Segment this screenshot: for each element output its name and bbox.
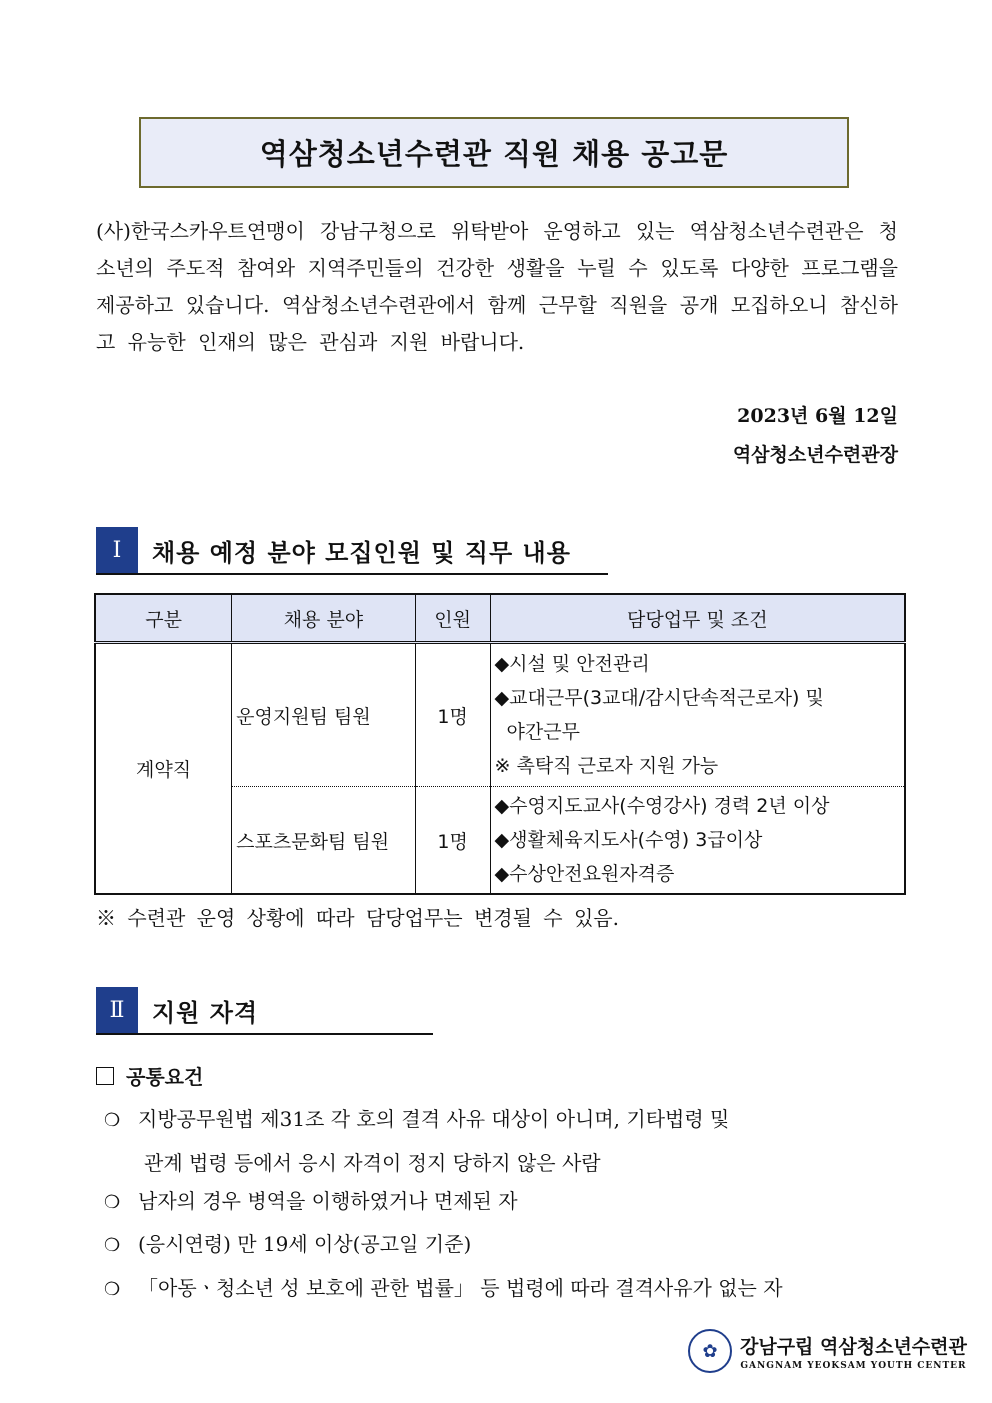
jobs-table (94, 593, 906, 895)
intro-paragraph: (사)한국스카우트연맹이 강남구청으로 위탁받아 운영하고 있는 역삼청소년수련관은 청소년의 주도적 참여와 지역주민들의 건강한 생활을 누릴 수 있도록 다양한 프로그램을 제공하고 있습니다. 역삼청소년수련관에서 함께 근무할 직원을 공개 모집하오니 참신하고 유능한 인재의 많은 관심과 지원 바랍니다. (96, 219, 898, 354)
page-title: 역삼청소년수련관 직원 채용 공고문 (259, 137, 729, 171)
requirement-item (104, 1223, 900, 1267)
requirement-text: 관계 법령 등에서 응시 자격이 정지 당하지 않은 사람 (144, 1151, 601, 1175)
section-2-number: Ⅱ (96, 987, 138, 1033)
duty-line: ◆수상안전요원자격증 (494, 863, 675, 885)
common-requirements-heading (96, 1061, 203, 1090)
duty-line: ◆교대근무(3교대/감시단속적근로자) 및 (494, 687, 824, 709)
duty-line: 야간근무 (506, 721, 580, 743)
requirement-text: 남자의 경우 병역을 이행하였거나 면제된 자 (138, 1189, 518, 1213)
section-1-header (96, 527, 608, 575)
notice-date: 2023년 6월 12일 (737, 405, 898, 427)
header-count: 인원 (415, 594, 490, 643)
category-cell: 계약직 (136, 759, 192, 781)
field-cell: 운영지원팀 팀원 (232, 643, 416, 787)
scout-emblem-icon: ✿ (688, 1329, 732, 1373)
count-cell: 1명 (415, 643, 490, 787)
duties-cell (490, 643, 905, 787)
logo-english-name: GANGNAM YEOKSAM YOUTH CENTER (740, 1360, 967, 1371)
header-category: 구분 (95, 594, 232, 643)
page-title-box (139, 117, 849, 188)
requirement-text: (응시연령) 만 19세 이상(공고일 기준) (138, 1232, 472, 1256)
section-2-header (96, 987, 433, 1035)
circle-bullet-icon: ❍ (104, 1192, 121, 1213)
duty-line: ◆생활체육지도사(수영) 3급이상 (494, 829, 763, 851)
section-2-title: 지원 자격 (152, 998, 259, 1027)
duty-line: ◆수영지도교사(수영강사) 경력 2년 이상 (494, 795, 830, 817)
requirement-text: 「아동ㆍ청소년 성 보호에 관한 법률」 등 법령에 따라 결격사유가 없는 자 (138, 1276, 783, 1300)
table-header-row (95, 594, 905, 643)
requirement-item (104, 1267, 900, 1311)
section-1-title: 채용 예정 분야 모집인원 및 직무 내용 (152, 538, 571, 567)
duty-line: ※ 촉탁직 근로자 지원 가능 (494, 755, 719, 777)
table-row (95, 643, 905, 787)
section-1-number: Ⅰ (96, 527, 138, 573)
circle-bullet-icon: ❍ (104, 1279, 121, 1300)
duties-cell (490, 787, 905, 895)
count-cell: 1명 (415, 787, 490, 895)
requirement-item (104, 1180, 900, 1224)
requirement-item (104, 1098, 900, 1184)
organization-logo (688, 1329, 967, 1373)
circle-bullet-icon: ❍ (104, 1110, 121, 1131)
field-cell: 스포츠문화팀 팀원 (232, 787, 416, 895)
circle-bullet-icon: ❍ (104, 1235, 121, 1256)
header-duties: 담당업무 및 조건 (490, 594, 905, 643)
subheading-label: 공통요건 (126, 1065, 204, 1089)
header-field: 채용 분야 (232, 594, 416, 643)
checkbox-square-icon (96, 1067, 114, 1085)
notice-issuer: 역삼청소년수련관장 (732, 444, 898, 466)
logo-name: 강남구립 역삼청소년수련관 (740, 1335, 967, 1358)
duty-line: ◆시설 및 안전관리 (494, 653, 650, 675)
table-note: ※ 수련관 운영 상황에 따라 담당업무는 변경될 수 있음. (96, 906, 619, 930)
requirement-text: 지방공무원법 제31조 각 호의 결격 사유 대상이 아니며, 기타법령 및 (138, 1107, 730, 1131)
